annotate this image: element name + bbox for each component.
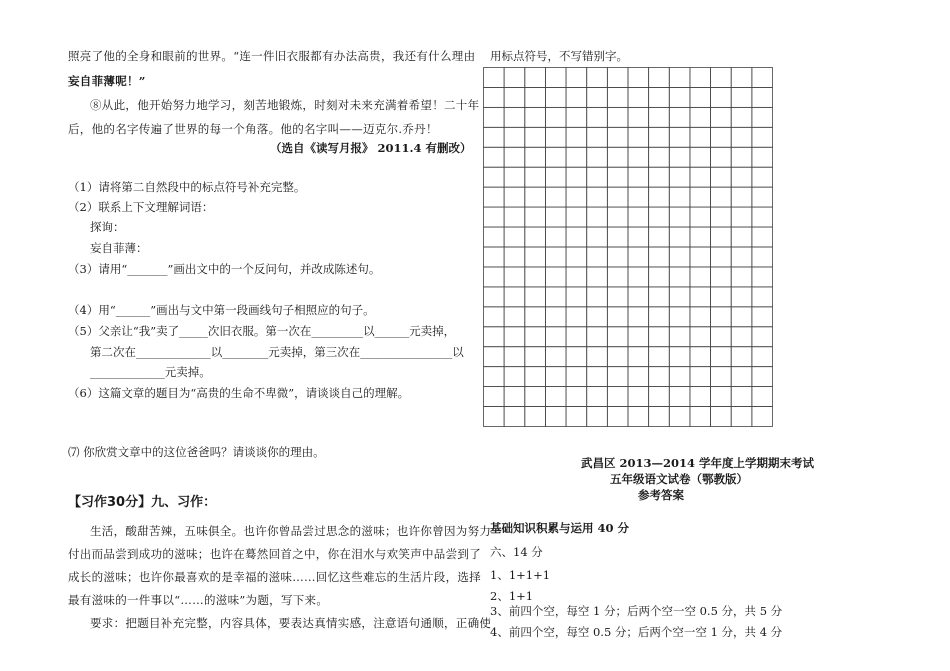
grid-cell[interactable] [711,167,732,187]
grid-cell[interactable] [504,167,525,187]
grid-cell[interactable] [484,407,505,427]
grid-cell[interactable] [752,227,773,247]
grid-cell[interactable] [752,107,773,127]
grid-cell[interactable] [484,187,505,207]
grid-cell[interactable] [711,367,732,387]
grid-cell[interactable] [649,147,670,167]
grid-cell[interactable] [525,147,546,167]
grid-cell[interactable] [628,167,649,187]
grid-cell[interactable] [504,267,525,287]
grid-cell[interactable] [587,287,608,307]
grid-cell[interactable] [525,367,546,387]
grid-cell[interactable] [669,87,690,107]
grid-cell[interactable] [711,387,732,407]
grid-cell[interactable] [690,327,711,347]
grid-cell[interactable] [525,387,546,407]
grid-cell[interactable] [504,107,525,127]
story-line-4: 后，他的名字传遍了世界的每一个角落。他的名字叫——迈克尔.乔丹！ [68,122,438,136]
grid-cell[interactable] [484,107,505,127]
composition-requirements-continued: 用标点符号，不写错别字。 [490,49,628,63]
grid-cell[interactable] [525,247,546,267]
grid-cell[interactable] [752,407,773,427]
grid-cell[interactable] [566,307,587,327]
grid-cell[interactable] [525,347,546,367]
grid-cell[interactable] [504,287,525,307]
grid-cell[interactable] [484,68,505,88]
story-source: （选自《读写月报》 2011.4 有删改） [270,141,472,155]
grid-cell[interactable] [587,147,608,167]
grid-cell[interactable] [607,367,628,387]
grid-cell[interactable] [587,307,608,327]
writing-grid[interactable] [483,67,773,427]
grid-cell[interactable] [731,247,752,267]
grid-cell[interactable] [628,287,649,307]
grid-cell[interactable] [731,367,752,387]
grid-cell[interactable] [731,327,752,347]
grid-cell[interactable] [649,407,670,427]
grid-cell[interactable] [484,307,505,327]
grid-cell[interactable] [690,187,711,207]
grid-cell[interactable] [607,347,628,367]
grid-cell[interactable] [628,267,649,287]
grid-cell[interactable] [669,187,690,207]
grid-cell[interactable] [525,407,546,427]
grid-cell[interactable] [669,287,690,307]
grid-cell[interactable] [669,307,690,327]
grid-cell[interactable] [484,367,505,387]
grid-cell[interactable] [607,327,628,347]
grid-cell[interactable] [731,167,752,187]
grid-cell[interactable] [484,267,505,287]
grid-cell[interactable] [752,307,773,327]
grid-cell[interactable] [587,207,608,227]
grid-cell[interactable] [607,227,628,247]
grid-cell[interactable] [545,347,566,367]
composition-paragraph-line-2: 付出而品尝到成功的滋味；也许在蓦然回首之中，你在泪水与欢笑声中品尝到了 [68,547,481,561]
grid-cell[interactable] [628,87,649,107]
grid-cell[interactable] [690,87,711,107]
grid-cell[interactable] [587,347,608,367]
grid-cell[interactable] [669,247,690,267]
grid-cell[interactable] [545,227,566,247]
grid-cell[interactable] [752,87,773,107]
question-5-line-1: （5）父亲让“我”卖了_____次旧衣服。第一次在_________以______元卖掉， [68,324,456,338]
grid-cell[interactable] [711,407,732,427]
composition-heading-score: 【习作30分】 [68,495,152,510]
grid-cell[interactable] [669,367,690,387]
grid-cell[interactable] [731,227,752,247]
grid-cell[interactable] [525,187,546,207]
grid-cell[interactable] [525,227,546,247]
grid-cell[interactable] [628,147,649,167]
grid-cell[interactable] [484,87,505,107]
answer-item-2: 2、1+1 [490,589,534,603]
grid-cell[interactable] [690,307,711,327]
grid-cell[interactable] [731,187,752,207]
grid-cell[interactable] [669,407,690,427]
composition-paragraph-line-4: 最有滋味的一件事以“……的滋味”为题，写下来。 [68,593,329,607]
grid-cell[interactable] [711,87,732,107]
composition-paragraph-line-1: 生活，酸甜苦辣，五味俱全。也许你曾品尝过思念的滋味；也许你曾因为努力 [90,524,492,538]
grid-cell[interactable] [731,107,752,127]
grid-cell[interactable] [545,207,566,227]
grid-cell[interactable] [752,367,773,387]
grid-cell[interactable] [545,407,566,427]
grid-cell[interactable] [690,387,711,407]
grid-cell[interactable] [566,247,587,267]
grid-cell[interactable] [545,287,566,307]
grid-cell[interactable] [504,187,525,207]
grid-cell[interactable] [649,267,670,287]
grid-cell[interactable] [690,267,711,287]
grid-cell[interactable] [484,127,505,147]
composition-paragraph-line-3: 成长的滋味；也许你最喜欢的是幸福的滋味……回忆这些难忘的生活片段，选择 [68,570,481,584]
grid-cell[interactable] [669,227,690,247]
grid-cell[interactable] [566,407,587,427]
grid-cell[interactable] [711,327,732,347]
grid-cell[interactable] [711,247,732,267]
grid-cell[interactable] [752,207,773,227]
grid-cell[interactable] [545,187,566,207]
grid-cell[interactable] [690,147,711,167]
grid-cell[interactable] [628,68,649,88]
grid-cell[interactable] [669,127,690,147]
grid-cell[interactable] [545,327,566,347]
grid-cell[interactable] [484,387,505,407]
grid-cell[interactable] [484,167,505,187]
grid-cell[interactable] [545,68,566,88]
grid-cell[interactable] [669,347,690,367]
grid-cell[interactable] [649,387,670,407]
grid-cell[interactable] [649,87,670,107]
grid-cell[interactable] [525,107,546,127]
grid-cell[interactable] [504,407,525,427]
grid-cell[interactable] [690,107,711,127]
grid-cell[interactable] [607,68,628,88]
grid-cell[interactable] [566,167,587,187]
grid-cell[interactable] [525,127,546,147]
grid-cell[interactable] [649,247,670,267]
grid-cell[interactable] [484,327,505,347]
grid-cell[interactable] [649,68,670,88]
grid-cell[interactable] [587,87,608,107]
grid-cell[interactable] [731,347,752,367]
grid-cell[interactable] [504,247,525,267]
grid-cell[interactable] [752,267,773,287]
grid-cell[interactable] [607,107,628,127]
grid-cell[interactable] [566,347,587,367]
grid-cell[interactable] [607,407,628,427]
grid-cell[interactable] [504,87,525,107]
grid-cell[interactable] [752,287,773,307]
question-1: （1）请将第二自然段中的标点符号补充完整。 [68,180,306,194]
grid-cell[interactable] [545,147,566,167]
question-2-term-b: 妄自菲薄： [90,241,148,255]
grid-cell[interactable] [607,267,628,287]
grid-cell[interactable] [731,68,752,88]
grid-cell[interactable] [690,227,711,247]
grid-cell[interactable] [525,327,546,347]
grid-cell[interactable] [607,167,628,187]
answer-key-title-line-1: 武昌区 2013—2014 学年度上学期期末考试 [581,456,815,470]
grid-cell[interactable] [649,347,670,367]
grid-cell[interactable] [752,247,773,267]
grid-cell[interactable] [649,167,670,187]
grid-cell[interactable] [566,287,587,307]
grid-cell[interactable] [752,68,773,88]
grid-cell[interactable] [690,207,711,227]
grid-cell[interactable] [690,407,711,427]
grid-cell[interactable] [504,207,525,227]
grid-cell[interactable] [504,127,525,147]
grid-cell[interactable] [545,367,566,387]
grid-cell[interactable] [711,147,732,167]
question-2: （2）联系上下文理解词语： [68,200,214,214]
grid-cell[interactable] [731,307,752,327]
grid-cell[interactable] [607,387,628,407]
grid-cell[interactable] [566,107,587,127]
grid-cell[interactable] [731,387,752,407]
grid-cell[interactable] [628,207,649,227]
grid-cell[interactable] [711,68,732,88]
grid-cell[interactable] [607,287,628,307]
grid-cell[interactable] [566,127,587,147]
grid-cell[interactable] [484,347,505,367]
grid-cell[interactable] [504,387,525,407]
story-line-1: 照亮了他的全身和眼前的世界。“连一件旧衣服都有办法高贵，我还有什么理由 [68,49,476,63]
grid-cell[interactable] [545,167,566,187]
grid-cell[interactable] [504,227,525,247]
grid-cell[interactable] [607,307,628,327]
grid-cell[interactable] [545,267,566,287]
grid-cell[interactable] [484,227,505,247]
grid-cell[interactable] [628,407,649,427]
grid-cell[interactable] [545,387,566,407]
grid-cell[interactable] [504,68,525,88]
grid-cell[interactable] [545,87,566,107]
grid-cell[interactable] [566,147,587,167]
grid-cell[interactable] [587,187,608,207]
grid-cell[interactable] [628,227,649,247]
grid-cell[interactable] [587,387,608,407]
question-6: （6）这篇文章的题目为“高贵的生命不卑微”，请谈谈自己的理解。 [68,386,410,400]
grid-cell[interactable] [566,267,587,287]
grid-cell[interactable] [752,387,773,407]
grid-cell[interactable] [607,87,628,107]
grid-cell[interactable] [731,87,752,107]
grid-cell[interactable] [731,267,752,287]
grid-cell[interactable] [649,187,670,207]
grid-cell[interactable] [607,127,628,147]
grid-cell[interactable] [669,267,690,287]
question-5-line-3: _____________元卖掉。 [90,365,211,379]
grid-cell[interactable] [566,187,587,207]
grid-cell[interactable] [504,367,525,387]
question-3: （3）请用“_______”画出文中的一个反问句，并改成陈述句。 [68,262,381,276]
grid-cell[interactable] [649,307,670,327]
grid-cell[interactable] [484,147,505,167]
grid-cell[interactable] [669,107,690,127]
grid-cell[interactable] [711,227,732,247]
grid-cell[interactable] [752,147,773,167]
grid-cell[interactable] [587,247,608,267]
grid-cell[interactable] [628,387,649,407]
grid-cell[interactable] [711,267,732,287]
grid-cell[interactable] [628,367,649,387]
grid-cell[interactable] [628,307,649,327]
grid-cell[interactable] [525,207,546,227]
grid-cell[interactable] [669,387,690,407]
question-5-line-2: 第二次在_____________以________元卖掉，第三次在________________以 [90,345,464,359]
grid-cell[interactable] [669,327,690,347]
grid-cell[interactable] [587,68,608,88]
grid-cell[interactable] [731,207,752,227]
grid-cell[interactable] [484,247,505,267]
grid-cell[interactable] [690,68,711,88]
grid-cell[interactable] [525,267,546,287]
composition-requirements: 要求：把题目补充完整，内容具体，要表达真情实感，注意语句通顺，正确使 [90,616,492,630]
grid-cell[interactable] [504,327,525,347]
answer-item-1: 1、1+1+1 [490,568,551,582]
grid-cell[interactable] [649,107,670,127]
grid-cell[interactable] [649,287,670,307]
answer-item-3: 3、前四个空，每空 1 分；后两个空一空 0.5 分，共 5 分 [490,604,783,618]
grid-cell[interactable] [711,107,732,127]
grid-cell[interactable] [628,107,649,127]
answer-item-4: 4、前四个空，每空 0.5 分；后两个空一空 1 分，共 4 分 [490,625,783,639]
answer-item-6: 六、14 分 [490,545,543,559]
grid-cell[interactable] [504,307,525,327]
grid-cell[interactable] [669,207,690,227]
grid-cell[interactable] [628,327,649,347]
grid-cell[interactable] [525,307,546,327]
grid-cell[interactable] [504,347,525,367]
grid-cell[interactable] [525,167,546,187]
grid-cell[interactable] [690,127,711,147]
answer-section-heading: 基础知识积累与运用 40 分 [490,521,630,535]
grid-cell[interactable] [752,327,773,347]
grid-cell[interactable] [690,247,711,267]
grid-cell[interactable] [587,107,608,127]
answer-key-title-line-3: 参考答案 [638,488,684,502]
grid-cell[interactable] [649,327,670,347]
grid-cell[interactable] [566,207,587,227]
grid-cell[interactable] [711,307,732,327]
grid-cell[interactable] [484,207,505,227]
grid-cell[interactable] [587,407,608,427]
grid-cell[interactable] [587,367,608,387]
grid-cell[interactable] [711,347,732,367]
grid-cell[interactable] [711,127,732,147]
grid-cell[interactable] [607,207,628,227]
question-2-term-a: 探询： [90,220,125,234]
grid-cell[interactable] [525,287,546,307]
grid-cell[interactable] [731,147,752,167]
grid-cell[interactable] [669,68,690,88]
grid-cell[interactable] [752,167,773,187]
question-7: ⑺ 你欣赏文章中的这位爸爸吗？请谈谈你的理由。 [68,445,325,459]
grid-cell[interactable] [525,68,546,88]
story-line-3: ⑧从此，他开始努力地学习，刻苦地锻炼，时刻对未来充满着希望！二十年 [90,98,480,112]
answer-key-title-line-2: 五年级语文试卷（鄂教版） [610,472,748,486]
grid-cell[interactable] [669,147,690,167]
grid-cell[interactable] [731,407,752,427]
grid-cell[interactable] [628,347,649,367]
grid-cell[interactable] [607,247,628,267]
grid-cell[interactable] [587,227,608,247]
grid-cell[interactable] [649,227,670,247]
grid-cell[interactable] [566,387,587,407]
grid-cell[interactable] [504,147,525,167]
grid-cell[interactable] [545,247,566,267]
grid-cell[interactable] [484,287,505,307]
grid-cell[interactable] [669,167,690,187]
grid-cell[interactable] [649,127,670,147]
grid-cell[interactable] [607,147,628,167]
grid-cell[interactable] [587,327,608,347]
grid-cell[interactable] [545,107,566,127]
composition-heading [68,495,216,510]
grid-cell[interactable] [566,68,587,88]
grid-cell[interactable] [525,87,546,107]
grid-cell[interactable] [690,287,711,307]
grid-cell[interactable] [711,207,732,227]
grid-cell[interactable] [752,187,773,207]
grid-cell[interactable] [711,287,732,307]
grid-cell[interactable] [566,327,587,347]
grid-cell[interactable] [690,367,711,387]
grid-cell[interactable] [649,367,670,387]
grid-cell[interactable] [731,127,752,147]
grid-cell[interactable] [752,347,773,367]
story-line-2: 妄自菲薄呢！” [68,74,146,88]
grid-cell[interactable] [566,367,587,387]
grid-cell[interactable] [711,187,732,207]
grid-cell[interactable] [628,187,649,207]
grid-cell[interactable] [566,87,587,107]
question-4: （4）用“______”画出与文中第一段画线句子相照应的句子。 [68,303,375,317]
grid-cell[interactable] [752,127,773,147]
grid-cell[interactable] [587,267,608,287]
grid-cell[interactable] [690,347,711,367]
grid-cell[interactable] [628,247,649,267]
composition-heading-title: 九、习作： [151,495,217,510]
grid-cell[interactable] [545,127,566,147]
grid-cell[interactable] [587,167,608,187]
grid-cell[interactable] [566,227,587,247]
grid-cell[interactable] [649,207,670,227]
grid-cell[interactable] [731,287,752,307]
grid-cell[interactable] [628,127,649,147]
grid-cell[interactable] [545,307,566,327]
grid-cell[interactable] [690,167,711,187]
grid-cell[interactable] [587,127,608,147]
grid-cell[interactable] [607,187,628,207]
